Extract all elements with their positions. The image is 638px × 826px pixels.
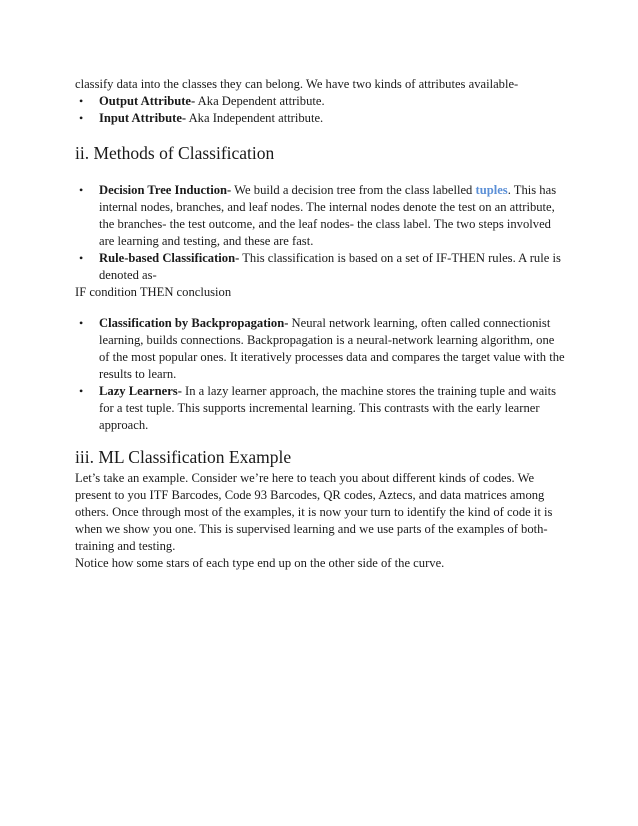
- input-attribute-label: Input Attribute-: [99, 111, 187, 125]
- example-paragraph: Let’s take an example. Consider we’re here to teach you about different kinds of codes. We present to you ITF Barcodes, Code 93 Barcodes, QR codes, Aztecs, and data matrices among others. Once through most of the examples, it is now your turn to identify the kind of code it is when we show you one. This is supervised learning and we use parts of the examples of both- training and testing.: [75, 471, 553, 553]
- decision-tree-text: We build a decision tree from the class labelled: [231, 183, 476, 197]
- input-attribute-text: Aka Independent attribute.: [186, 111, 324, 125]
- backpropagation-text: Neural network learning, often called connectionist learning, builds connections. Backpropagation is a neural-network learning algorithm, one of the most popular ones. It iteratively processes data and compares the target value with the results to learn.: [99, 316, 565, 381]
- tuples-link[interactable]: tuples: [475, 183, 508, 197]
- methods-heading: ii. Methods of Classification: [75, 143, 275, 163]
- list-item: [75, 250, 565, 284]
- decision-tree-label: Decision Tree Induction-: [99, 183, 232, 197]
- lazy-learners-label: Lazy Learners-: [99, 384, 182, 398]
- list-item: [75, 315, 565, 383]
- rule-line: IF condition THEN conclusion: [75, 285, 232, 299]
- example-heading: iii. ML Classification Example: [75, 447, 292, 467]
- list-item: [75, 182, 565, 250]
- methods-list: [75, 182, 565, 284]
- output-attribute-label: Output Attribute-: [99, 94, 196, 108]
- list-item: [75, 93, 565, 110]
- decision-tree-text-cont: . This has internal nodes, branches, and leaf nodes. The internal nodes denote the test on an attribute, the branches- the test outcome, and the leaf nodes- the class label. The two steps involved are learning and testing, and these are fast.: [99, 183, 557, 248]
- rule-based-label: Rule-based Classification-: [99, 251, 240, 265]
- lazy-learners-text: In a lazy learner approach, the machine stores the training tuple and waits for a test tuple. This supports incremental learning. This contrasts with the early learner approach.: [99, 384, 557, 432]
- attribute-list: [75, 93, 565, 127]
- document-body: [75, 76, 565, 572]
- rule-based-text: This classification is based on a set of IF-THEN rules. A rule is denoted as-: [99, 251, 561, 282]
- intro-text: classify data into the classes they can belong. We have two kinds of attributes available-: [75, 77, 519, 91]
- list-item: [75, 110, 565, 127]
- backpropagation-label: Classification by Backpropagation-: [99, 316, 289, 330]
- example-note: Notice how some stars of each type end up on the other side of the curve.: [75, 556, 445, 570]
- methods-list-cont: [75, 315, 565, 434]
- output-attribute-text: Aka Dependent attribute.: [195, 94, 325, 108]
- list-item: [75, 383, 565, 434]
